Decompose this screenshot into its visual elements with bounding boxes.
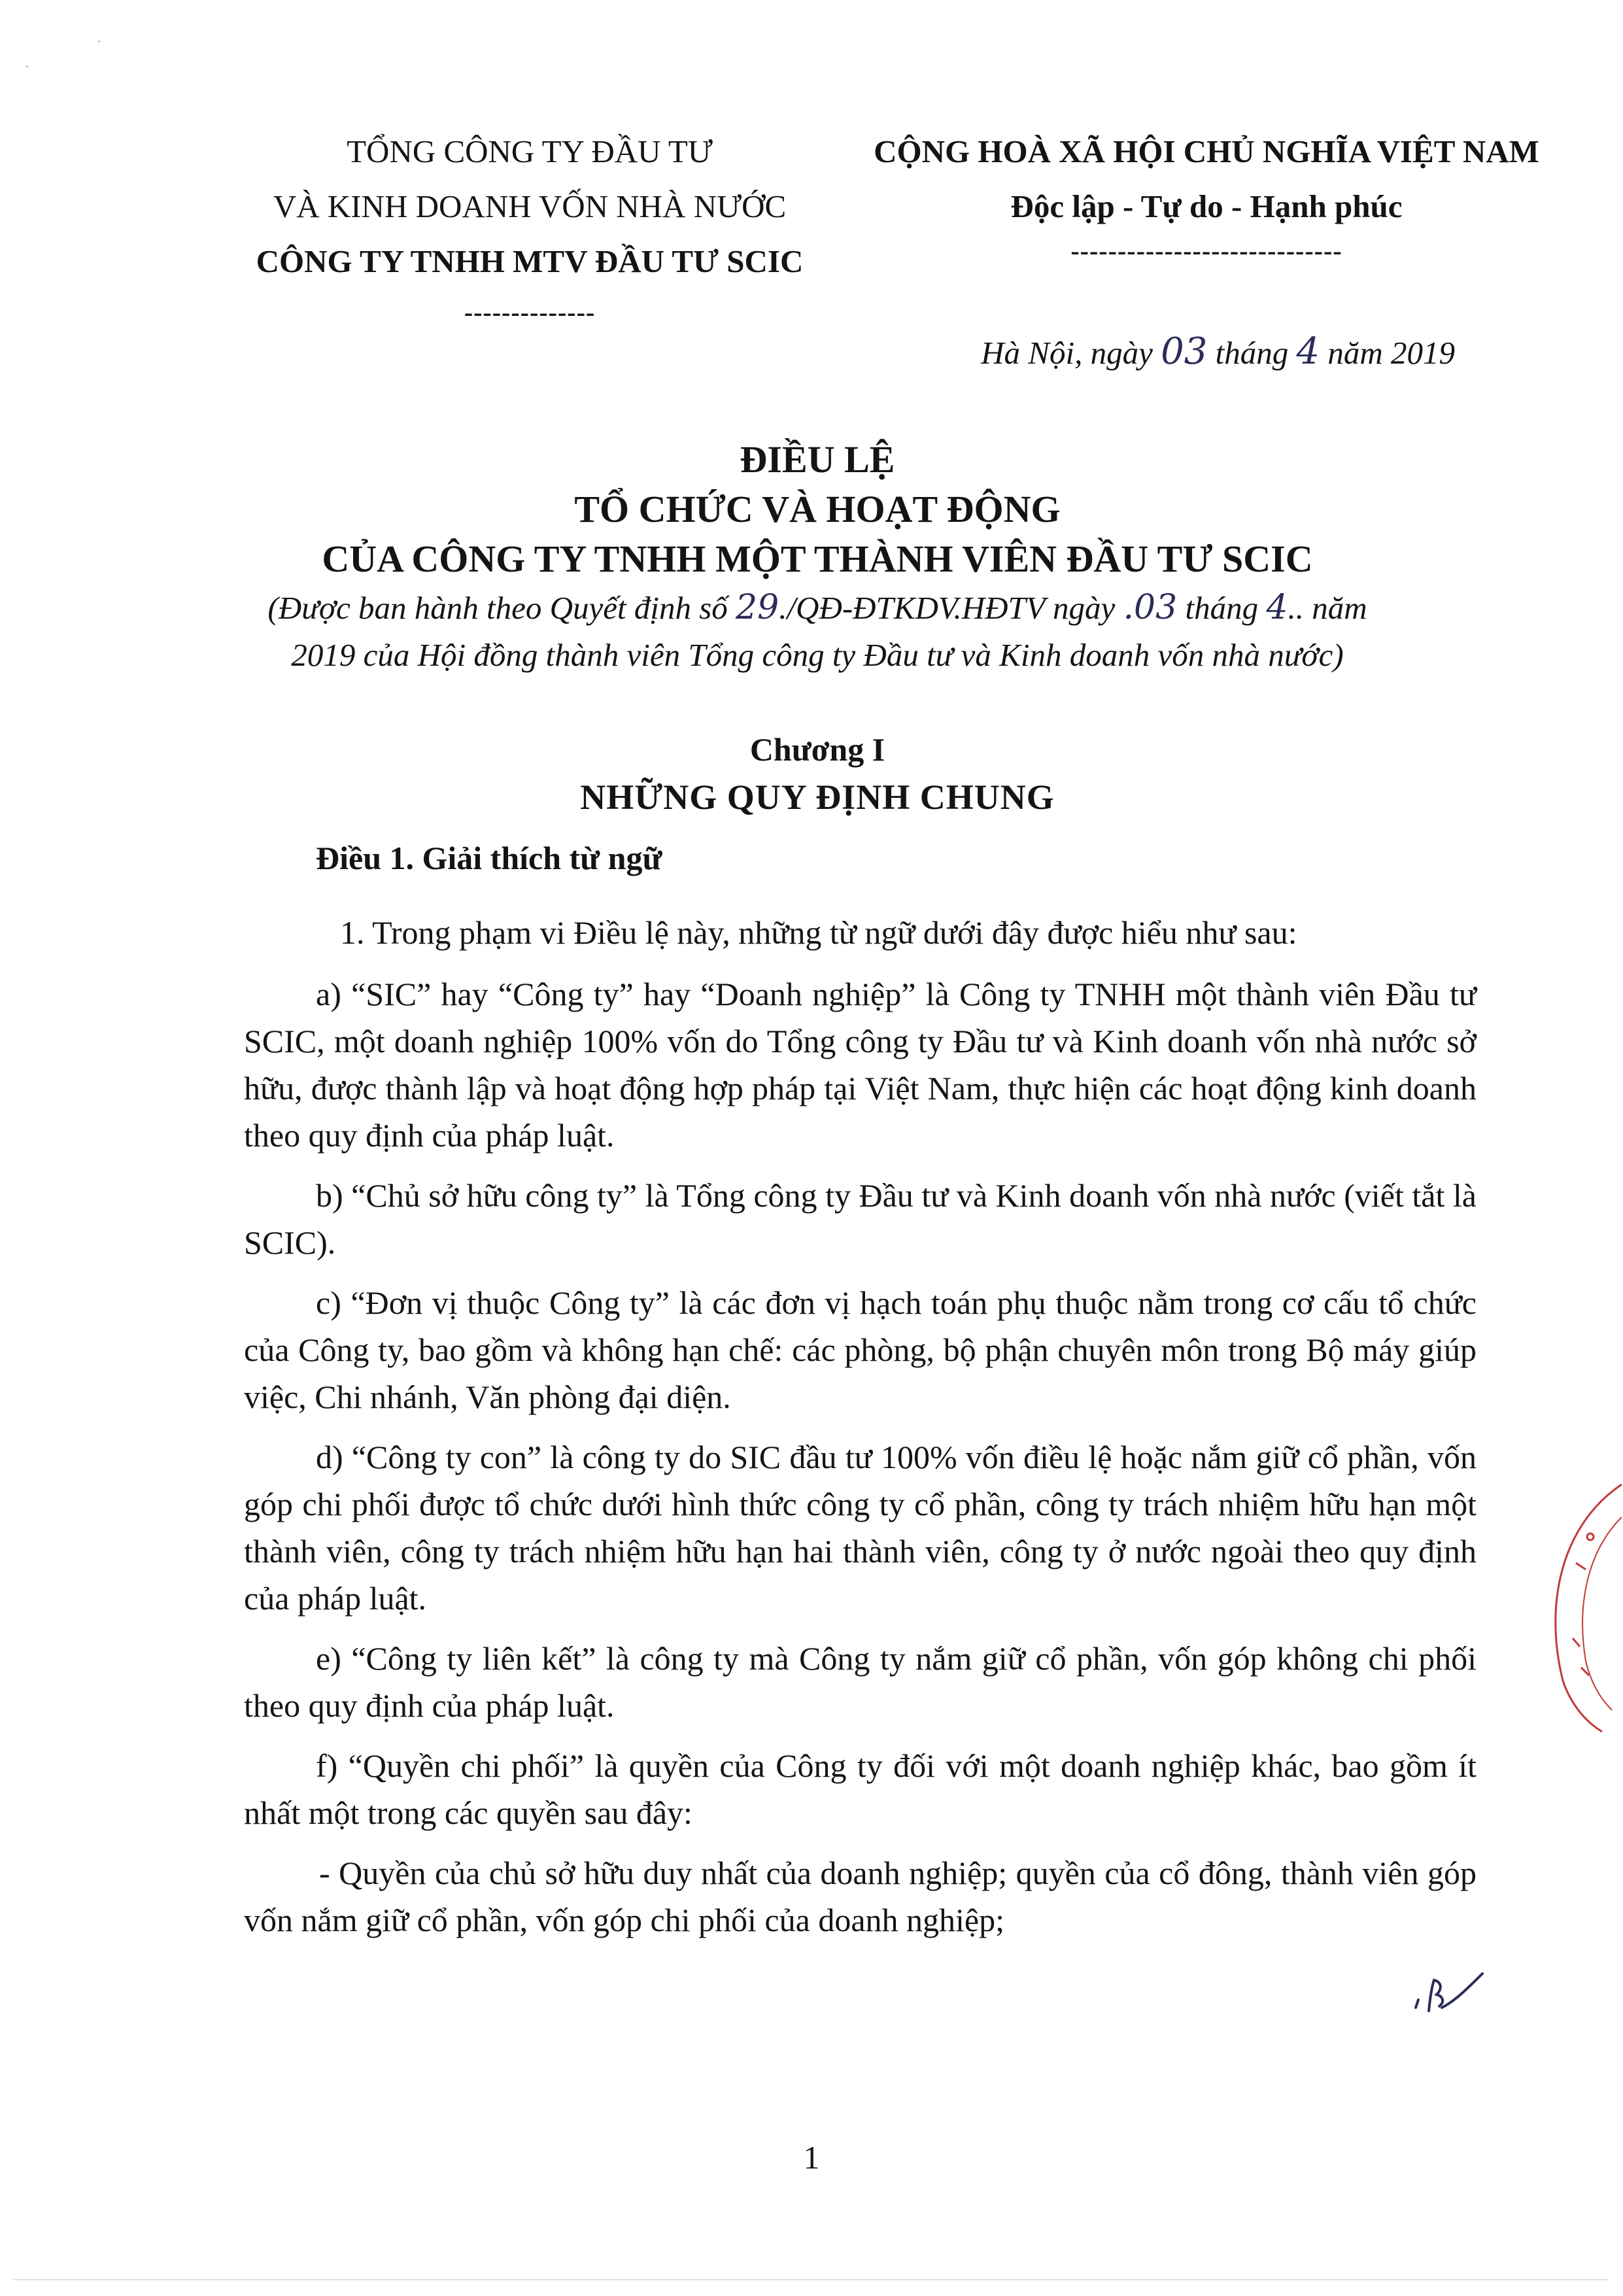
chapter-heading	[222, 726, 1412, 821]
country-name: CỘNG HOÀ XÃ HỘI CHỦ NGHĨA VIỆT NAM	[874, 133, 1539, 169]
bullet-item: - Quyền của chủ sở hữu duy nhất của doanh nghiệp; quyền của cổ đông, thành viên góp vốn nắm giữ cổ phần, vốn góp chi phối của doanh nghiệp;	[244, 1855, 1477, 1938]
parent-company-name-line1: TỔNG CÔNG TY ĐẦU TƯ	[347, 133, 713, 169]
parent-company-name-line2: VÀ KINH DOANH VỐN NHÀ NƯỚC	[273, 188, 787, 224]
paragraph-intro: 1. Trong phạm vi Điều lệ này, những từ ngữ dưới đây được hiểu như sau:	[340, 914, 1297, 951]
handwritten-decree-day: .03	[1123, 588, 1178, 627]
paragraph-d: d) “Công ty con” là công ty do SIC đầu tư 100% vốn điều lệ hoặc nắm giữ cổ phần, vốn góp chi phối được tổ chức dưới hình thức công ty cổ phần, công ty trách nhiệm hữu hạn một thành viên, công ty trách nhiệm hữu hạn hai thành viên, công ty ở nước ngoài theo quy định của pháp luật.	[244, 1439, 1477, 1617]
issue-date	[0, 330, 1455, 373]
chapter-title: NHỮNG QUY ĐỊNH CHUNG	[580, 778, 1055, 817]
page-number: 1	[803, 2139, 820, 2176]
motto-underline: -----------------------------	[1070, 236, 1342, 266]
decree-reference-line2: 2019 của Hội đồng thành viên Tổng công ty Đầu tư và Kinh doanh vốn nhà nước)	[291, 637, 1344, 673]
document-title-line1: ĐIỀU LỆ	[740, 438, 895, 481]
issuer-header	[222, 124, 837, 327]
red-seal-fragment-icon	[1537, 1471, 1623, 1733]
handwritten-decree-month: 4	[1266, 588, 1288, 627]
paragraph-a: a) “SIC” hay “Công ty” hay “Doanh nghiệp” là Công ty TNHH một thành viên Đầu tư SCIC, một doanh nghiệp 100% vốn do Tổng công ty Đầu tư và Kinh doanh vốn nhà nước sở hữu, được thành lập và hoạt động hợp pháp tại Việt Nam, thực hiện các hoạt động kinh doanh theo quy định của pháp luật.	[244, 976, 1477, 1154]
paragraph-b: b) “Chủ sở hữu công ty” là Tổng công ty Đầu tư và Kinh doanh vốn nhà nước (viết tắt là SCIC).	[244, 1177, 1477, 1261]
national-motto-header	[844, 124, 1569, 266]
handwritten-month: 4	[1296, 330, 1320, 373]
date-prefix: Hà Nội, ngày	[981, 335, 1161, 371]
chapter-label: Chương I	[749, 731, 885, 768]
handwritten-initials-icon	[1403, 1962, 1488, 2024]
scan-speck	[26, 65, 28, 67]
document-title-line3: CỦA CÔNG TY TNHH MỘT THÀNH VIÊN ĐẦU TƯ SCIC	[322, 538, 1313, 580]
handwritten-day: 03	[1161, 330, 1208, 373]
document-title-block	[222, 435, 1412, 679]
motto: Độc lập - Tự do - Hạnh phúc	[1010, 188, 1403, 224]
decree-text: (Được ban hành theo Quyết định số	[267, 590, 736, 626]
paragraph-c: c) “Đơn vị thuộc Công ty” là các đơn vị hạch toán phụ thuộc nằm trong cơ cấu tổ chức của Công ty, bao gồm và không hạn chế: các phòng, bộ phận chuyên môn trong Bộ máy giúp việc, Chi nhánh, Văn phòng đại diện.	[244, 1284, 1477, 1415]
date-month-label: tháng	[1207, 335, 1297, 371]
paragraph-f: f) “Quyền chi phối” là quyền của Công ty đối với một doanh nghiệp khác, bao gồm ít nhất một trong các quyền sau đây:	[244, 1747, 1477, 1831]
decree-text: tháng	[1177, 590, 1267, 626]
date-year: năm 2019	[1320, 335, 1455, 371]
scan-edge-line	[13, 2279, 1609, 2280]
decree-text: .. năm	[1288, 590, 1367, 626]
issuer-underline: --------------	[464, 298, 596, 327]
decree-text: ./QĐ-ĐTKDV.HĐTV ngày	[779, 590, 1123, 626]
decree-reference-line1	[222, 584, 1412, 632]
article-heading: Điều 1. Giải thích từ ngữ	[316, 840, 662, 876]
paragraph-e: e) “Công ty liên kết” là công ty mà Công ty nắm giữ cổ phần, vốn góp không chi phối theo quy định của pháp luật.	[244, 1640, 1477, 1724]
handwritten-decree-number: 29	[736, 588, 779, 627]
document-title-line2: TỔ CHỨC VÀ HOẠT ĐỘNG	[574, 488, 1061, 530]
article-body	[244, 909, 1477, 1957]
scan-speck	[98, 41, 100, 43]
company-name: CÔNG TY TNHH MTV ĐẦU TƯ SCIC	[256, 243, 804, 279]
